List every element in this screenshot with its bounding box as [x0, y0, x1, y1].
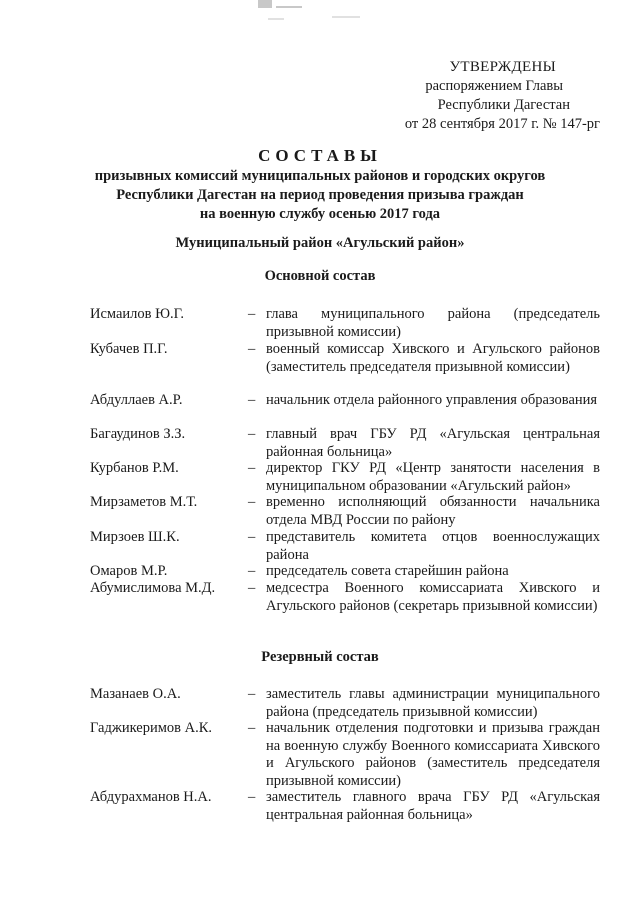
reserve-section-title: Резервный состав [261, 649, 379, 665]
member-role: медсестра Военного комиссариата Хивского и Агульского районов (секретарь призывной комиссии) [266, 580, 600, 614]
member-dash: – [248, 392, 256, 408]
member-dash: – [248, 341, 256, 357]
document-title: СОСТАВЫ [258, 146, 382, 165]
member-name: Багаудинов З.З. [90, 426, 186, 442]
member-role: начальник отдела районного управления образования [266, 392, 598, 408]
member-name: Мирзоев Ш.К. [90, 529, 180, 545]
scan-artifact [258, 0, 272, 8]
district-heading: Муниципальный район «Агульский район» [175, 235, 465, 251]
member-dash: – [248, 686, 256, 702]
member-row [90, 306, 600, 341]
member-row [90, 494, 600, 529]
approval-heading: УТВЕРЖДЕНЫ [449, 59, 556, 75]
member-role: председатель совета старейшин района [266, 563, 509, 579]
member-row [90, 563, 600, 581]
member-dash: – [248, 529, 256, 545]
member-dash: – [248, 789, 256, 805]
member-row [90, 426, 600, 461]
member-role: главный врач ГБУ РД «Агульская центральная районная больница» [266, 426, 600, 460]
member-row [90, 720, 600, 790]
member-dash: – [248, 580, 256, 596]
main-section-title: Основной состав [264, 268, 376, 284]
member-name: Исмаилов Ю.Г. [90, 306, 185, 322]
member-row [90, 341, 600, 376]
member-name: Мирзаметов М.Т. [90, 494, 198, 510]
member-dash: – [248, 426, 256, 442]
member-role: заместитель главы администрации муниципального района (председатель призывной комиссии) [266, 686, 600, 720]
member-role: начальник отделения подготовки и призыва граждан на военную службу Военного комиссариата Хивского и Агульского районов (заместитель председателя призывной комиссии) [266, 720, 600, 789]
member-dash: – [248, 720, 256, 736]
member-role: глава муниципального района (председатель призывной комиссии) [266, 306, 600, 340]
member-name: Курбанов Р.М. [90, 460, 179, 476]
member-dash: – [248, 563, 256, 579]
member-dash: – [248, 494, 256, 510]
member-name: Кубачев П.Г. [90, 341, 168, 357]
member-name: Абдуллаев А.Р. [90, 392, 183, 408]
member-row [90, 529, 600, 564]
document-subtitle [80, 167, 560, 224]
member-name: Абумислимова М.Д. [90, 580, 216, 596]
approval-block [370, 58, 600, 134]
scan-artifact [276, 6, 302, 8]
member-role: представитель комитета отцов военнослужащих района [266, 529, 600, 563]
member-role: военный комиссар Хивского и Агульского районов (заместитель председателя призывной комиссии) [266, 341, 600, 375]
member-dash: – [248, 306, 256, 322]
member-role: директор ГКУ РД «Центр занятости населения в муниципальном образовании «Агульский район» [266, 460, 600, 494]
subtitle-line: призывных комиссий муниципальных районов и городских округов [94, 168, 546, 184]
subtitle-line: Республики Дагестан на период проведения призыва граждан [116, 187, 524, 203]
member-role: заместитель главного врача ГБУ РД «Агульская центральная районная больница» [266, 789, 600, 823]
scan-artifact [268, 18, 284, 20]
member-row [90, 580, 600, 615]
subtitle-line: на военную службу осенью 2017 года [199, 206, 441, 222]
member-name: Омаров М.Р. [90, 563, 168, 579]
member-name: Абдурахманов Н.А. [90, 789, 212, 805]
approval-date: от 28 сентября 2017 г. № 147-рг [404, 116, 600, 132]
member-row [90, 460, 600, 495]
approval-line: распоряжением Главы [425, 78, 563, 94]
member-name: Гаджикеримов А.К. [90, 720, 213, 736]
member-row [90, 789, 600, 824]
approval-line: Республики Дагестан [437, 97, 570, 113]
member-role: временно исполняющий обязанности начальника отдела МВД России по району [266, 494, 600, 528]
scan-artifact [332, 16, 360, 18]
member-name: Мазанаев О.А. [90, 686, 181, 702]
member-row [90, 392, 600, 410]
member-dash: – [248, 460, 256, 476]
member-row [90, 686, 600, 721]
